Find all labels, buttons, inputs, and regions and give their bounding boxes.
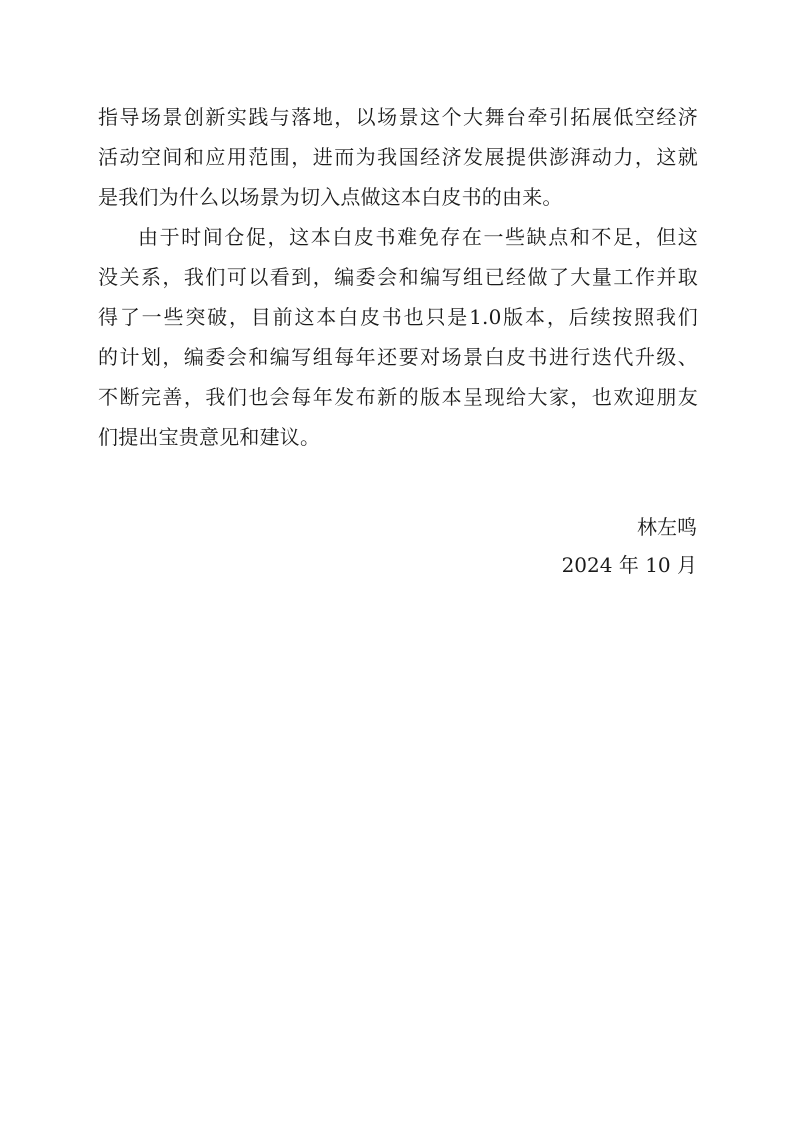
paragraph-1-line-2: 活动空间和应用范围，进而为我国经济发展提供澎湃动力，这就 [98, 145, 698, 169]
paragraph-2-line-5: 不断完善，我们也会每年发布新的版本呈现给大家，也欢迎朋友 [98, 385, 698, 409]
paragraph-2-line-6: 们提出宝贵意见和建议。 [98, 425, 321, 449]
paragraph-1-line-1: 指导场景创新实践与落地，以场景这个大舞台牵引拓展低空经济 [98, 105, 698, 129]
signature-date: 2024 年 10 月 [561, 553, 697, 577]
paragraph-2-line-4: 的计划，编委会和编写组每年还要对场景白皮书进行迭代升级、 [98, 345, 698, 369]
paragraph-2-line-3: 得了一些突破，目前这本白皮书也只是1.0版本，后续按照我们 [98, 305, 698, 329]
paragraph-1-line-3: 是我们为什么以场景为切入点做这本白皮书的由来。 [98, 185, 563, 209]
paragraph-2-line-1: 由于时间仓促，这本白皮书难免存在一些缺点和不足，但这 [138, 225, 698, 249]
paragraph-2-line-2: 没关系，我们可以看到，编委会和编写组已经做了大量工作并取 [98, 265, 698, 289]
signature-author: 林左鸣 [637, 515, 697, 539]
